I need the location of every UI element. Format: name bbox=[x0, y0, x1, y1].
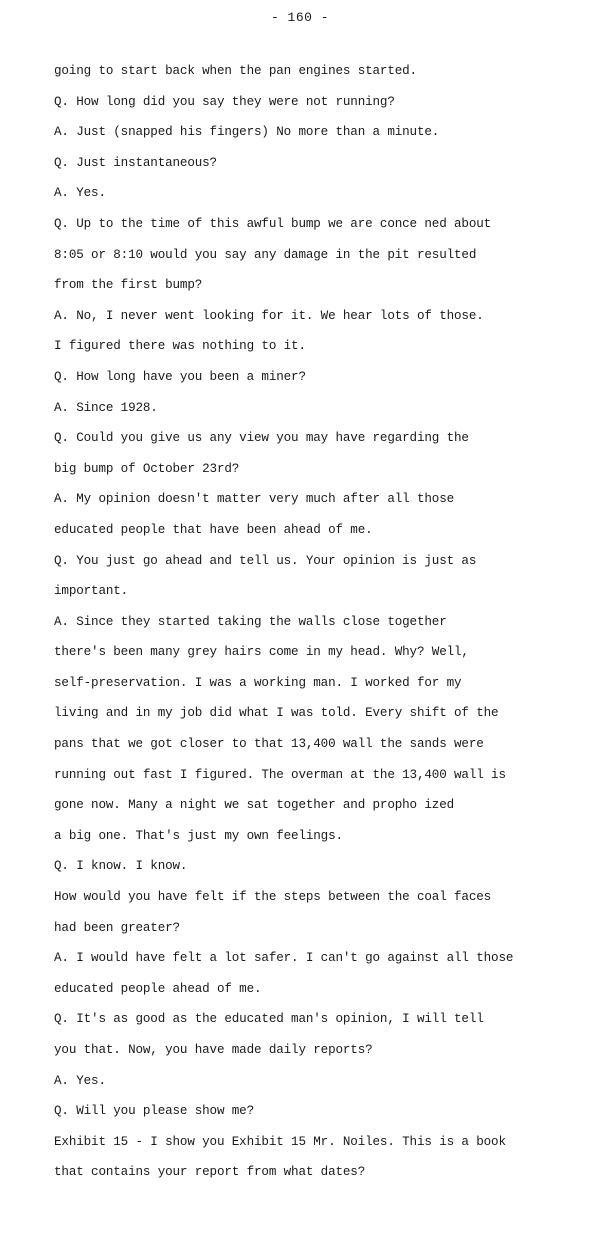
answer-line: A. Since they started taking the walls close together bbox=[54, 614, 447, 629]
transcript-line: educated people that have been ahead of me. bbox=[54, 522, 373, 537]
answer-line: A. Yes. bbox=[54, 1073, 106, 1088]
answer-line: A. No, I never went looking for it. We hear lots of those. bbox=[54, 308, 484, 323]
transcript-line: a big one. That's just my own feelings. bbox=[54, 828, 343, 843]
transcript-line: self-preservation. I was a working man. I worked for my bbox=[54, 675, 462, 690]
question-line: Q. Will you please show me? bbox=[54, 1104, 255, 1119]
transcript-line: going to start back when the pan engines started. bbox=[54, 64, 417, 78]
transcript-line: had been greater? bbox=[54, 920, 180, 935]
transcript-line: 8:05 or 8:10 would you say any damage in the pit resulted bbox=[54, 247, 477, 262]
transcript-line: from the first bump? bbox=[54, 278, 203, 293]
transcript-line: I figured there was nothing to it. bbox=[54, 339, 306, 354]
transcript-line: gone now. Many a night we sat together and propho ized bbox=[54, 798, 455, 813]
transcript-line: that contains your report from what dates? bbox=[54, 1165, 366, 1180]
transcript-line: big bump of October 23rd? bbox=[54, 461, 240, 476]
transcript-line: there's been many grey hairs come in my head. Why? Well, bbox=[54, 645, 469, 660]
question-line: Q. It's as good as the educated man's opinion, I will tell bbox=[54, 1012, 484, 1027]
page-number: - 160 - bbox=[270, 10, 330, 25]
transcript-line: you that. Now, you have made daily reports? bbox=[54, 1043, 373, 1057]
answer-line: A. Since 1928. bbox=[54, 400, 158, 415]
question-line: Q. How long have you been a miner? bbox=[54, 369, 306, 384]
question-line: Q. How long did you say they were not running? bbox=[54, 94, 395, 109]
transcript-line: How would you have felt if the steps between the coal faces bbox=[54, 890, 492, 905]
transcript-line: running out fast I figured. The overman at the 13,400 wall is bbox=[54, 767, 506, 782]
transcript-line: educated people ahead of me. bbox=[54, 981, 262, 996]
exhibit-line: Exhibit 15 - I show you Exhibit 15 Mr. Noiles. This is a book bbox=[54, 1134, 506, 1149]
transcript-line: important. bbox=[54, 584, 129, 599]
transcript-body bbox=[54, 60, 574, 1192]
answer-line: A. My opinion doesn't matter very much after all those bbox=[54, 492, 455, 507]
question-line: Q. Just instantaneous? bbox=[54, 155, 217, 170]
question-line: Q. You just go ahead and tell us. Your opinion is just as bbox=[54, 553, 477, 568]
transcript-line: pans that we got closer to that 13,400 wall the sands were bbox=[54, 737, 484, 752]
question-line: Q. Could you give us any view you may have regarding the bbox=[54, 431, 469, 446]
answer-line: A. I would have felt a lot safer. I can't go against all those bbox=[54, 951, 514, 966]
question-line: Q. Up to the time of this awful bump we are conce ned about bbox=[54, 216, 492, 231]
answer-line: A. Yes. bbox=[54, 186, 106, 201]
transcript-line: living and in my job did what I was told. Every shift of the bbox=[54, 706, 499, 721]
answer-line: A. Just (snapped his fingers) No more than a minute. bbox=[54, 125, 440, 140]
question-line: Q. I know. I know. bbox=[54, 859, 188, 874]
